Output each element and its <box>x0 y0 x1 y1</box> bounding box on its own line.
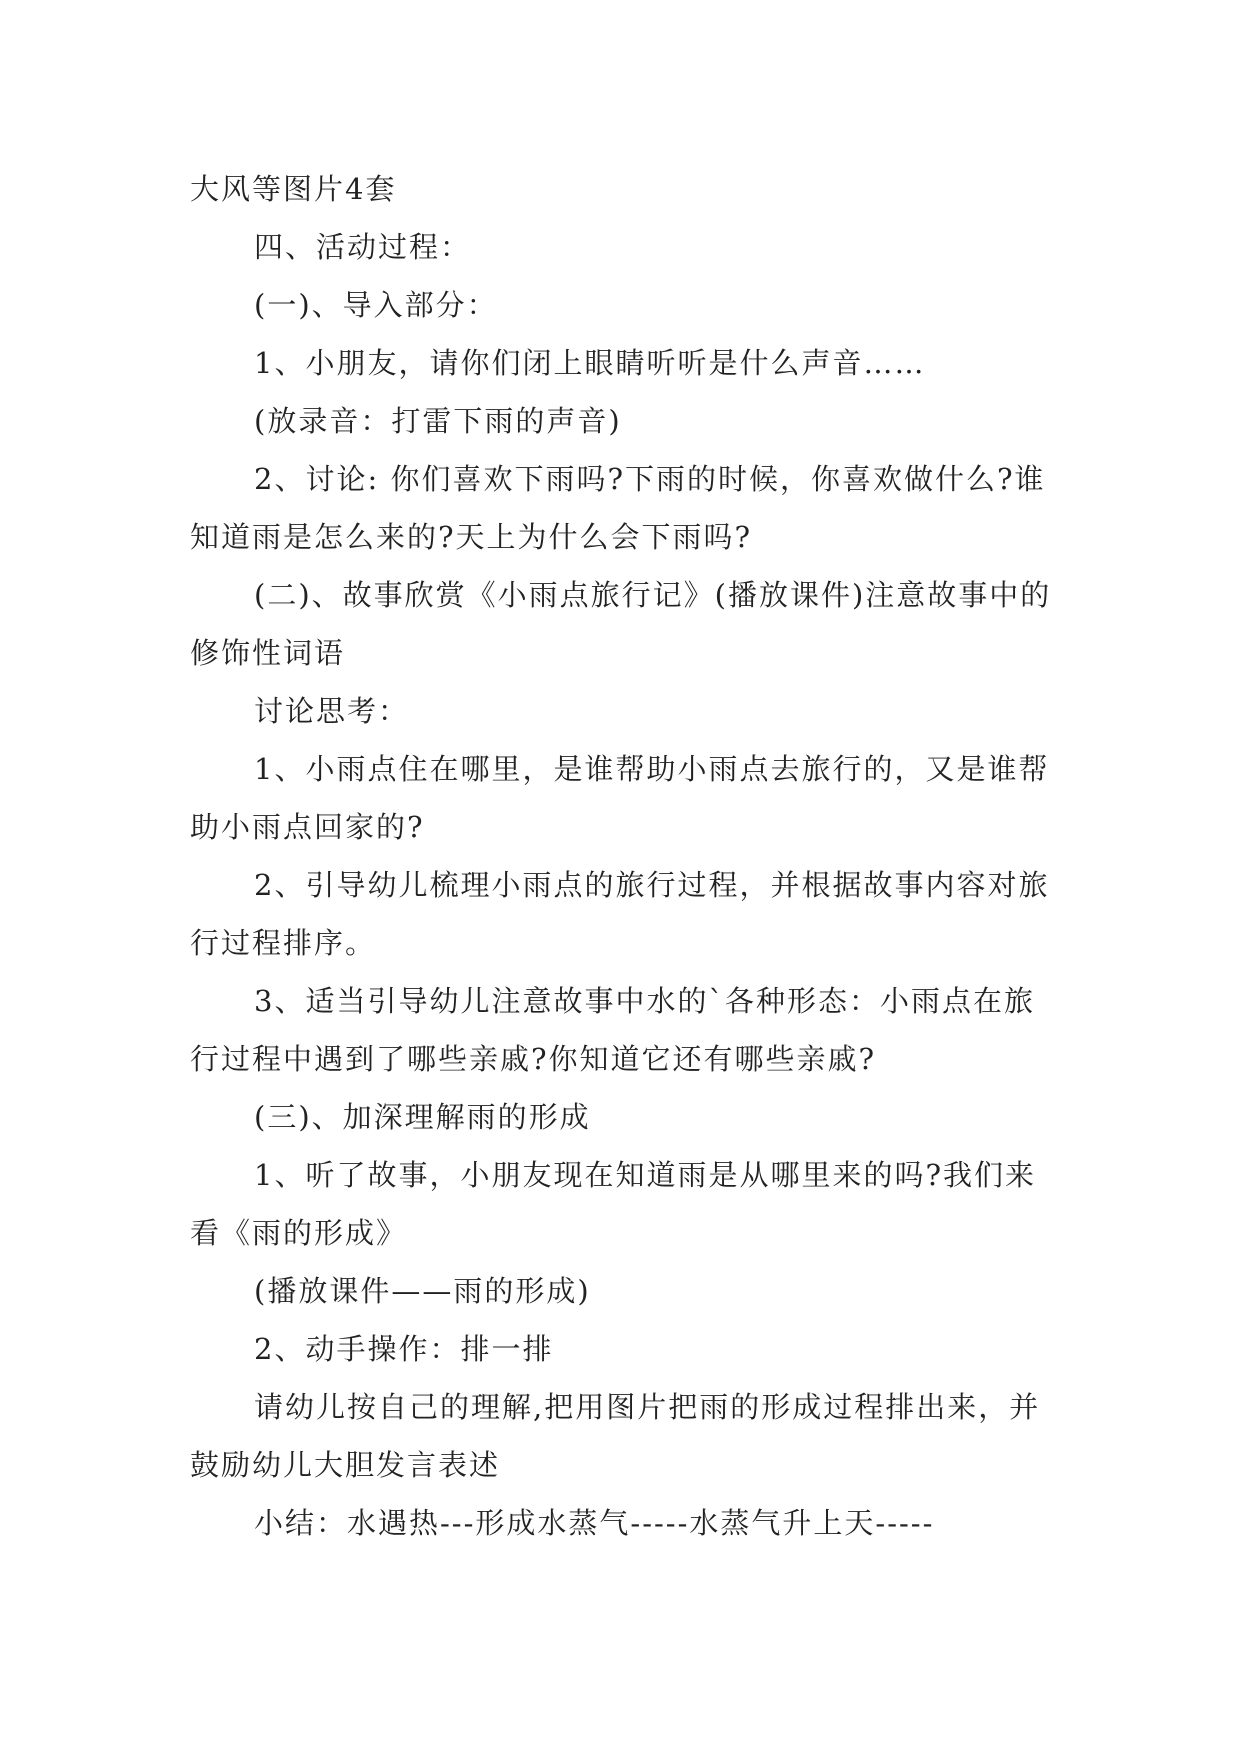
understanding-step-1: 1、听了故事，小朋友现在知道雨是从哪里来的吗?我们来看《雨的形成》 <box>190 1158 1036 1250</box>
intro-step-2-discussion: 2、讨论: 你们喜欢下雨吗?下雨的时候，你喜欢做什么?谁知道雨是怎么来的?天上为什么会下雨吗? <box>190 462 1046 554</box>
subsection-heading-story: (二)、故事欣赏《小雨点旅行记》(播放课件)注意故事中的修饰性词语 <box>190 578 1052 670</box>
materials-continuation: 大风等图片4套 <box>190 172 397 206</box>
discussion-question-3: 3、适当引导幼儿注意故事中水的`各种形态：小雨点在旅行过程中遇到了哪些亲戚?你知道它还有哪些亲戚? <box>190 984 1035 1076</box>
understanding-note-courseware: (播放课件——雨的形成) <box>254 1274 591 1308</box>
intro-step-1: 1、小朋友，请你们闭上眼睛听听是什么声音…… <box>254 346 926 380</box>
summary-line: 小结：水遇热---形成水蒸气-----水蒸气升上天----- <box>254 1506 935 1540</box>
discussion-question-1: 1、小雨点住在哪里，是谁帮助小雨点去旅行的，又是谁帮助小雨点回家的? <box>190 752 1050 844</box>
document-body <box>190 160 1052 1552</box>
understanding-instruction: 请幼儿按自己的理解,把用图片把雨的形成过程排出来，并鼓励幼儿大胆发言表述 <box>190 1390 1041 1482</box>
subsection-heading-understanding: (三)、加深理解雨的形成 <box>254 1100 591 1134</box>
discussion-question-2: 2、引导幼儿梳理小雨点的旅行过程，并根据故事内容对旅行过程排序。 <box>190 868 1050 960</box>
discussion-heading: 讨论思考： <box>254 694 410 728</box>
intro-note-recording: (放录音：打雷下雨的声音) <box>254 404 622 438</box>
section-heading-activity-process: 四、活动过程： <box>254 230 472 264</box>
subsection-heading-intro: (一)、导入部分： <box>254 288 498 322</box>
understanding-step-2: 2、动手操作：排一排 <box>254 1332 554 1366</box>
